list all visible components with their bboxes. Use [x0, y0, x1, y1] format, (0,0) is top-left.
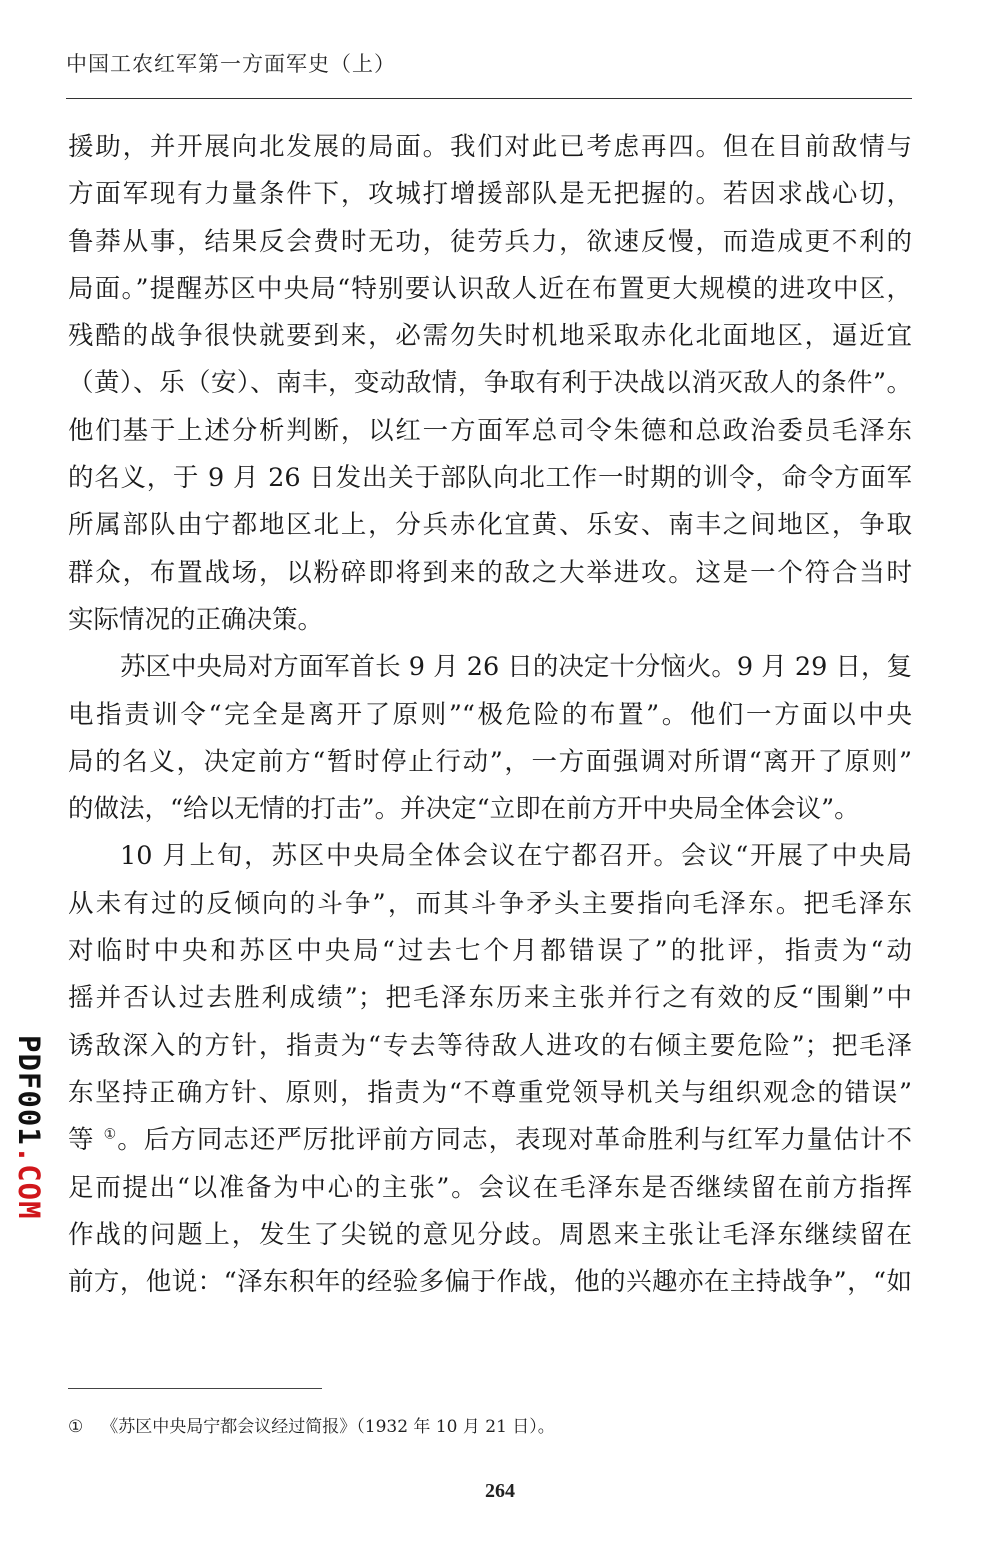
text-line: 鲁莽从事，结果反会费时无功，徒劳兵力，欲速反慢，而造成更不利的 — [68, 226, 912, 257]
text-line: 东坚持正确方针、原则，指责为“不尊重党领导机关与组织观念的错误” — [68, 1077, 912, 1108]
text-line: 摇并否认过去胜利成绩”；把毛泽东历来主张并行之有效的反“围剿”中 — [68, 983, 912, 1014]
text-line: 电指责训令“完全是离开了原则”“极危险的布置”。他们一方面以中央 — [68, 699, 912, 730]
text-line: 残酷的战争很快就要到来，必需勿失时机地采取赤化北面地区，逼近宜 — [68, 321, 912, 352]
watermark-part-b: .COM — [12, 1145, 46, 1220]
page-number: 264 — [485, 1480, 515, 1502]
text-line: 等 ①。后方同志还严厉批评前方同志，表现对革命胜利与红军力量估计不 — [68, 1125, 912, 1156]
text-line: 他们基于上述分析判断，以红一方面军总司令朱德和总政治委员毛泽东 — [68, 415, 912, 446]
text-line: 方面军现有力量条件下，攻城打增援部队是无把握的。若因求战心切， — [68, 179, 912, 210]
text-line: 从未有过的反倾向的斗争”，而其斗争矛头主要指向毛泽东。把毛泽东 — [68, 888, 912, 919]
footnote-text: 《苏区中央局宁都会议经过简报》（1932 年 10 月 21 日）。 — [101, 1417, 555, 1437]
text-line: （黄）、乐（安）、南丰，变动敌情，争取有利于决战以消灭敌人的条件”。 — [68, 368, 912, 399]
footnote-mark: ① — [68, 1417, 84, 1437]
header-divider — [66, 98, 912, 99]
text-line: 诱敌深入的方针，指责为“专去等待敌人进攻的右倾主要危险”；把毛泽 — [68, 1030, 912, 1061]
running-header-title: 中国工农红军第一方面军史（上） — [66, 52, 396, 76]
text-line: 群众，布置战场，以粉碎即将到来的敌之大举进攻。这是一个符合当时 — [68, 557, 912, 588]
text-line: 局的名义，决定前方“暂时停止行动”，一方面强调对所谓“离开了原则” — [68, 746, 912, 777]
footnote — [68, 1412, 555, 1437]
watermark-part-a: PDF001 — [12, 1035, 46, 1146]
text-line: 援助，并开展向北发展的局面。我们对此已考虑再四。但在目前敌情与 — [68, 132, 912, 162]
text-line: 苏区中央局对方面军首长 9 月 26 日的决定十分恼火。9 月 29 日，复 — [120, 652, 912, 683]
footnote-reference: ① — [103, 1126, 118, 1143]
text-line: 的做法，“给以无情的打击”。并决定“立即在前方开中央局全体会议”。 — [68, 794, 860, 825]
text-line: 10 月上旬，苏区中央局全体会议在宁都召开。会议“开展了中央局 — [120, 841, 912, 872]
text-line: 局面。”提醒苏区中央局“特别要认识敌人近在布置更大规模的进攻中区， — [68, 273, 912, 304]
footnote-divider — [68, 1388, 322, 1389]
text-line: 的名义，于 9 月 26 日发出关于部队向北工作一时期的训令，命令方面军 — [68, 463, 912, 494]
text-line: 所属部队由宁都地区北上，分兵赤化宜黄、乐安、南丰之间地区，争取 — [68, 510, 912, 541]
text-line: 实际情况的正确决策。 — [68, 604, 324, 635]
text-line: 前方，他说：“泽东积年的经验多偏于作战，他的兴趣亦在主持战争”，“如 — [68, 1267, 912, 1298]
watermark — [12, 1035, 46, 1245]
text-line: 对临时中央和苏区中央局“过去七个月都错误了”的批评，指责为“动 — [68, 936, 912, 967]
text-line: 作战的问题上，发生了尖锐的意见分歧。周恩来主张让毛泽东继续留在 — [68, 1219, 912, 1250]
text-line: 足而提出“以准备为中心的主张”。会议在毛泽东是否继续留在前方指挥 — [68, 1172, 912, 1203]
body-text — [68, 124, 912, 1306]
